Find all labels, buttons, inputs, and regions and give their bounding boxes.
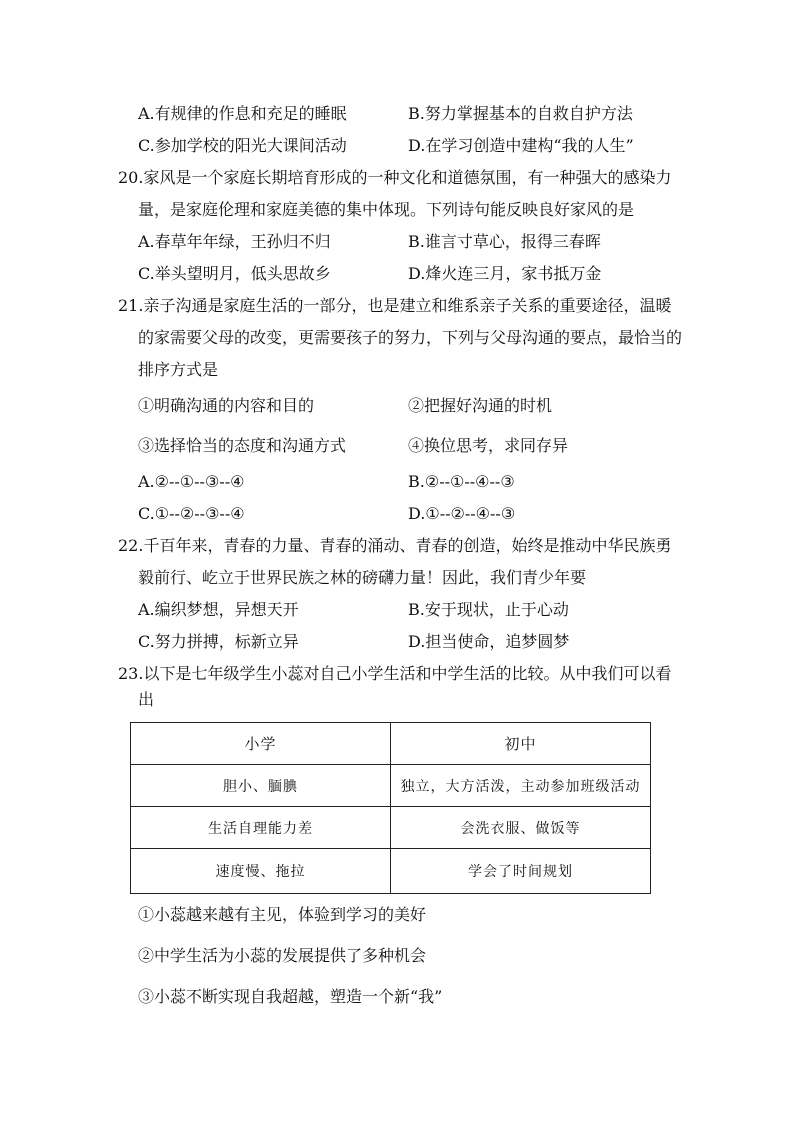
table-row [131, 807, 651, 849]
q21-option-c: C.①--②--③--④ [138, 504, 245, 523]
table-header-junior: 初中 [391, 723, 651, 765]
q23-stem-line2: 出 [138, 690, 155, 709]
table-header-row [131, 723, 651, 765]
q22-stem-line2: 毅前行、屹立于世界民族之林的磅礴力量！因此，我们青少年要 [138, 568, 587, 587]
q23-item-2: ②中学生活为小蕊的发展提供了多种机会 [138, 946, 427, 965]
q20-stem-line2: 量，是家庭伦理和家庭美德的集中体现。下列诗句能反映良好家风的是 [138, 200, 635, 219]
q19-option-c: C.参加学校的阳光大课间活动 [138, 136, 347, 155]
q22-option-c: C.努力拼搏，标新立异 [138, 632, 299, 651]
q21-option-b: B.②--①--④--③ [408, 472, 515, 491]
q22-option-b: B.安于现状，止于心动 [408, 600, 569, 619]
q20-option-d: D.烽火连三月，家书抵万金 [408, 264, 602, 283]
q22-stem-line1: 22.千百年来，青春的力量、青春的涌动、青春的创造，始终是推动中华民族勇 [118, 536, 672, 555]
q19-option-d: D.在学习创造中建构“我的人生” [408, 136, 634, 155]
q23-stem-line1: 23.以下是七年级学生小蕊对自己小学生活和中学生活的比较。从中我们可以看 [118, 664, 672, 683]
q22-option-d: D.担当使命，追梦圆梦 [408, 632, 570, 651]
q20-option-c: C.举头望明月，低头思故乡 [138, 264, 331, 283]
q23-item-3: ③小蕊不断实现自我超越，塑造一个新“我” [138, 987, 443, 1006]
q21-stem-line1: 21.亲子沟通是家庭生活的一部分，也是建立和维系亲子关系的重要途径，温暖 [118, 296, 672, 315]
q21-item-3: ③选择恰当的态度和沟通方式 [138, 436, 347, 455]
q19-option-b: B.努力掌握基本的自救自护方法 [408, 104, 633, 123]
q21-option-a: A.②--①--③--④ [138, 472, 245, 491]
q23-item-1: ①小蕊越来越有主见，体验到学习的美好 [138, 905, 427, 924]
q20-option-a: A.春草年年绿，王孙归不归 [138, 232, 331, 251]
table-cell: 独立，大方活泼，主动参加班级活动 [391, 765, 651, 807]
table-row [131, 849, 651, 894]
q21-stem-line3: 排序方式是 [138, 360, 219, 379]
table-header-primary: 小学 [131, 723, 391, 765]
q21-option-d: D.①--②--④--③ [408, 504, 516, 523]
q22-option-a: A.编织梦想，异想天开 [138, 600, 299, 619]
q21-item-4: ④换位思考，求同存异 [408, 436, 569, 455]
comparison-table [130, 722, 651, 894]
q19-option-a: A.有规律的作息和充足的睡眠 [138, 104, 347, 123]
table-cell: 学会了时间规划 [391, 849, 651, 894]
q21-stem-line2: 的家需要父母的改变，更需要孩子的努力，下列与父母沟通的要点，最恰当的 [138, 328, 683, 347]
table-cell: 胆小、腼腆 [131, 765, 391, 807]
table-row [131, 765, 651, 807]
q21-item-2: ②把握好沟通的时机 [408, 396, 553, 415]
table-cell: 会洗衣服、做饭等 [391, 807, 651, 849]
q20-stem-line1: 20.家风是一个家庭长期培育形成的一种文化和道德氛围，有一种强大的感染力 [118, 168, 672, 187]
table-cell: 生活自理能力差 [131, 807, 391, 849]
table-cell: 速度慢、拖拉 [131, 849, 391, 894]
q20-option-b: B.谁言寸草心，报得三春晖 [408, 232, 601, 251]
q21-item-1: ①明确沟通的内容和目的 [138, 396, 315, 415]
